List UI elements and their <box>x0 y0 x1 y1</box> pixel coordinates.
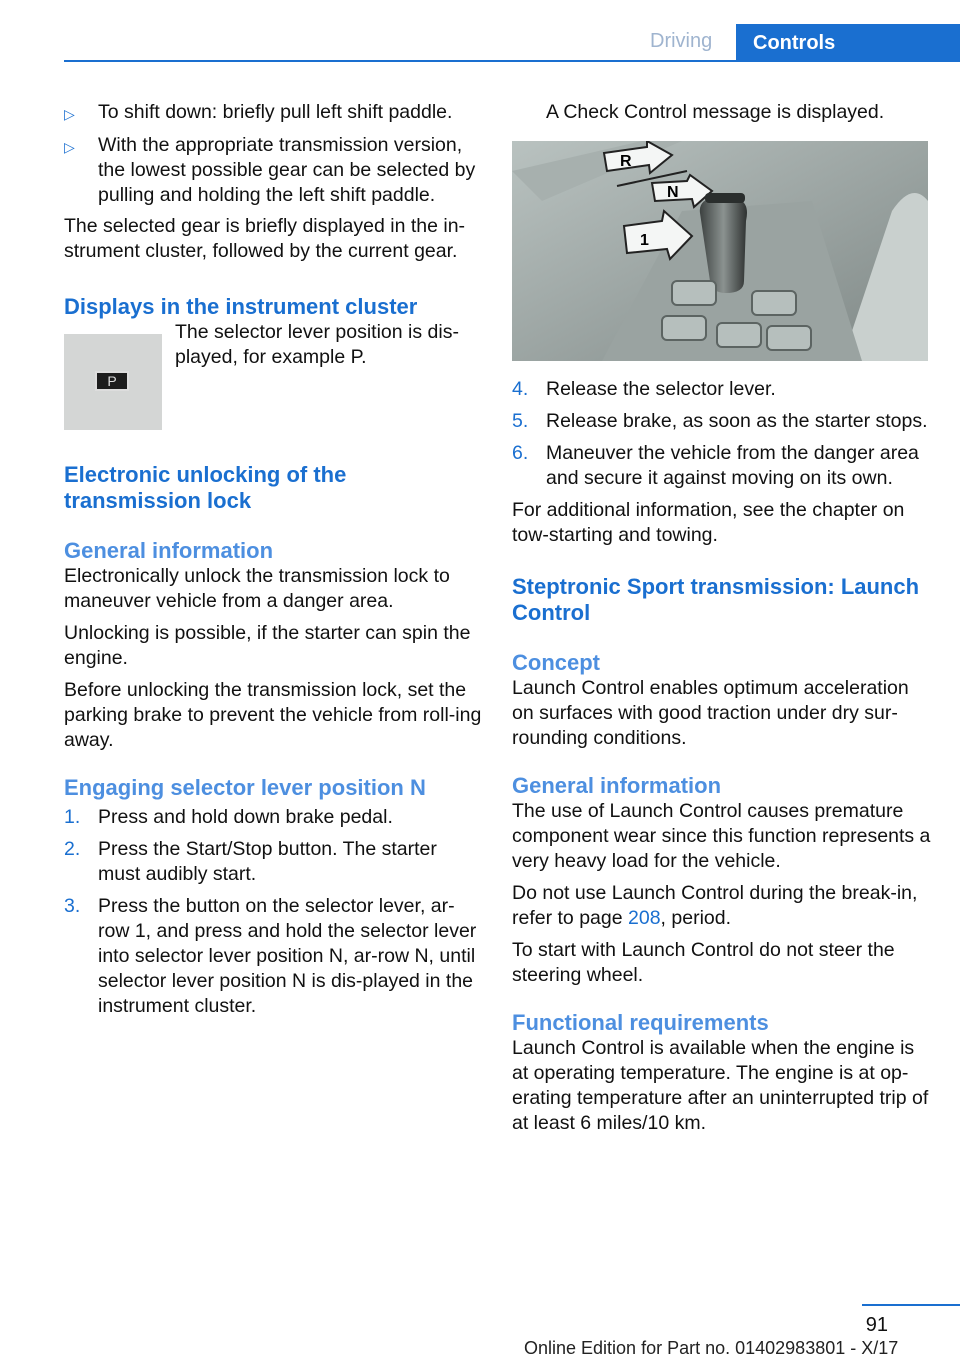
subheading-functional: Functional requirements <box>512 1010 769 1035</box>
arrow-1-label: 1 <box>640 232 649 249</box>
paragraph: For additional information, see the chapter on tow-starting and towing. <box>512 499 905 546</box>
section-tab-controls[interactable]: Controls <box>736 24 960 62</box>
step-number: 5. <box>512 410 529 432</box>
footer-rule <box>862 1304 960 1306</box>
step-number: 6. <box>512 442 529 464</box>
step-item <box>64 837 482 887</box>
paragraph: The selected gear is briefly displayed in the in‐strument cluster, followed by the current gear. <box>64 215 466 262</box>
paragraph: Launch Control enables optimum acceleration on surfaces with good traction under dry sur‐rounding conditions. <box>512 677 909 749</box>
paragraph: Before unlocking the transmission lock, set the parking brake to prevent the vehicle from roll‐ing away. <box>64 679 482 751</box>
list-item-text: With the appropriate transmission version, the lowest possible gear can be selected by pulling and holding the left shift paddle. <box>98 134 476 206</box>
park-indicator-letter: P <box>95 371 129 391</box>
heading-displays: Displays in the instrument cluster <box>64 294 418 319</box>
paragraph: A Check Control message is displayed. <box>546 101 885 123</box>
step-item <box>64 805 482 830</box>
arrow-n-label: N <box>667 184 679 201</box>
step-item <box>512 409 932 434</box>
step-number: 1. <box>64 806 81 828</box>
step-item <box>64 894 482 1019</box>
paragraph: The use of Launch Control causes premature component wear since this function represents a very heavy load for the vehicle. <box>512 800 931 872</box>
step-text: Press and hold down brake pedal. <box>98 806 393 828</box>
paragraph: Unlocking is possible, if the starter can spin the engine. <box>64 622 471 669</box>
heading-steptronic: Steptronic Sport transmission: Launch Control <box>512 574 920 625</box>
page-link[interactable]: 208 <box>628 907 661 929</box>
step-item <box>512 441 932 491</box>
triangle-bullet-icon: ▷ <box>64 139 75 155</box>
heading-unlock: Electronic unlocking of the transmission lock <box>64 462 347 513</box>
section-tab-driving[interactable]: Driving <box>650 30 713 52</box>
step-text: Maneuver the vehicle from the danger area and secure it against moving on its own. <box>546 442 919 489</box>
selector-lever-photo <box>512 141 928 361</box>
display-example <box>64 321 482 430</box>
left-column <box>64 100 482 1026</box>
edition-note: Online Edition for Part no. 01402983801 - X/17 <box>524 1338 899 1358</box>
triangle-bullet-icon: ▷ <box>64 106 75 122</box>
step-text: Release brake, as soon as the starter stops. <box>546 410 928 432</box>
subheading-engaging: Engaging selector lever position N <box>64 775 426 800</box>
step-text: Press the Start/Stop button. The starter must audibly start. <box>98 838 437 885</box>
subheading-concept: Concept <box>512 650 600 675</box>
step-text: Press the button on the selector lever, ar‐row 1, and press and hold the selector lever into selector lever position N, ar‐row N, until selector lever position N is dis‐played in the instrument cluster. <box>98 895 477 1017</box>
subheading-general: General information <box>64 538 274 563</box>
step-item <box>512 377 932 402</box>
text: Do not use Launch Control during the break-in, refer to page <box>512 882 918 929</box>
subheading-general: General information <box>512 773 722 798</box>
paragraph: To start with Launch Control do not steer the steering wheel. <box>512 939 895 986</box>
paragraph: The selector lever position is dis‐played, for example P. <box>175 321 459 368</box>
step-number: 4. <box>512 378 529 400</box>
arrow-r-label: R <box>620 153 632 170</box>
step-text: Release the selector lever. <box>546 378 776 400</box>
list-item-text: To shift down: briefly pull left shift paddle. <box>98 101 453 123</box>
text: , period. <box>660 907 732 929</box>
step-number: 3. <box>64 895 81 917</box>
step-number: 2. <box>64 838 81 860</box>
paragraph: Electronically unlock the transmission lock to maneuver vehicle from a danger area. <box>64 565 450 612</box>
list-item <box>64 100 482 127</box>
list-item <box>64 133 482 208</box>
paragraph: Launch Control is available when the engine is at operating temperature. The engine is at op‐erating temperature after an uninterrupted trip of at least 6 miles/10 km. <box>512 1037 929 1134</box>
paragraph <box>512 881 932 931</box>
page-number: 91 <box>865 1314 888 1336</box>
right-column <box>512 100 932 1143</box>
park-indicator-icon <box>64 334 162 430</box>
